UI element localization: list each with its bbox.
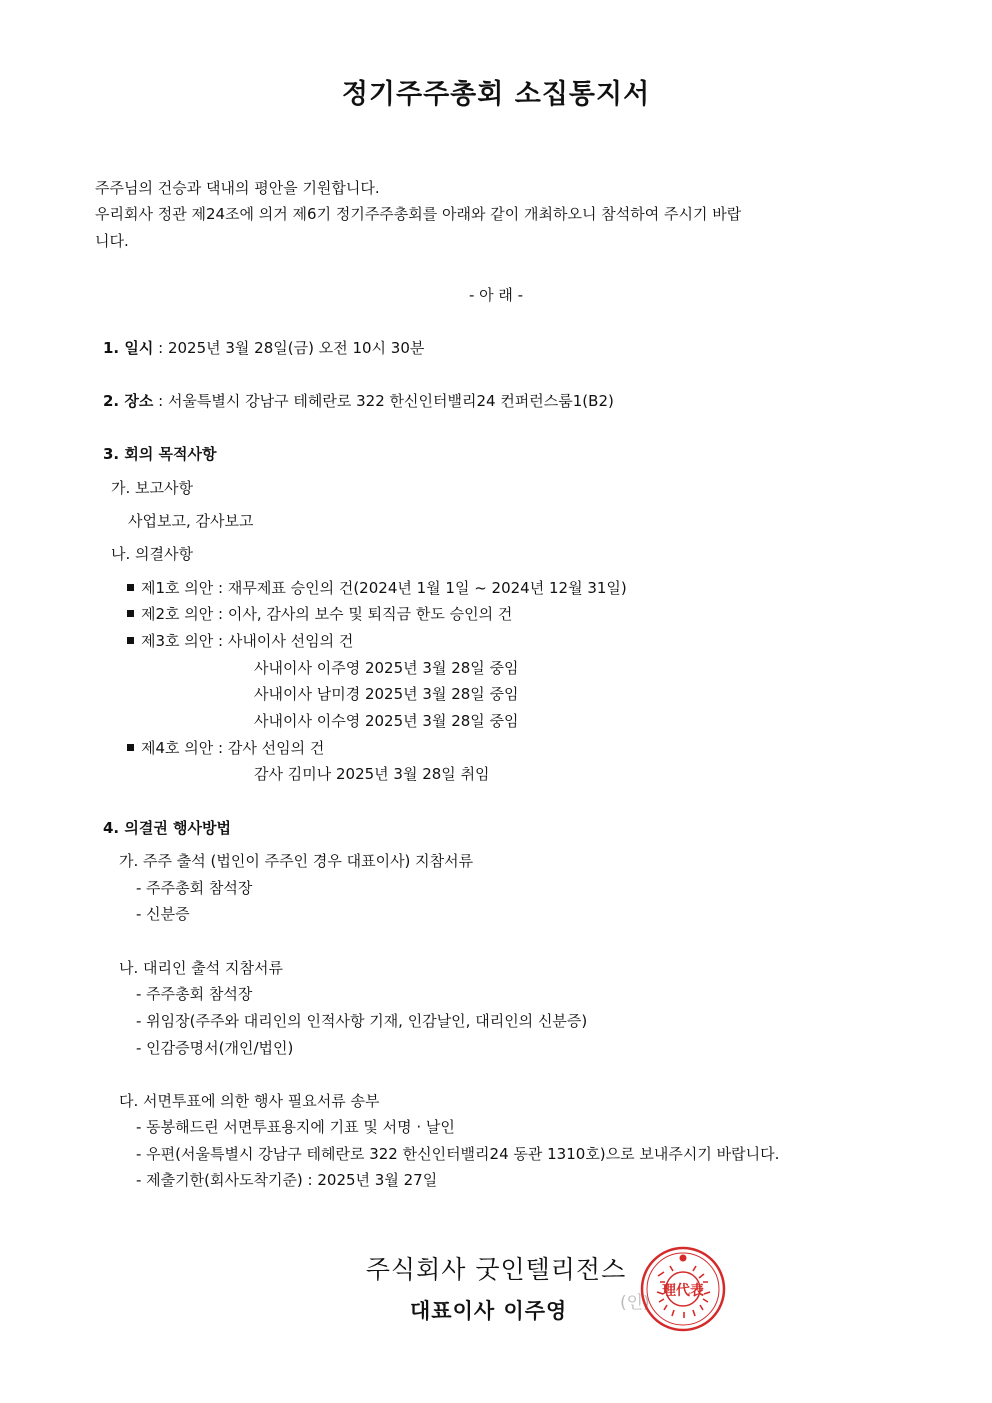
voting-section-c-item: - 동봉해드린 서면투표용지에 기표 및 서명 · 날인 [136, 1118, 455, 1136]
voting-section-c-item: - 우편(서울특별시 강남구 테헤란로 322 한신인터밸리24 동관 1310호)으로 보내주시기 바랍니다. [136, 1145, 780, 1163]
agenda-item-text: 재무제표 승인의 건(2024년 1월 1일 ~ 2024년 12월 31일) [227, 579, 627, 597]
venue-colon: : [153, 392, 168, 410]
bullet-icon [127, 744, 134, 751]
director-line-3: 사내이사 이수영 2025년 3월 28일 중임 [254, 712, 519, 730]
resolution-heading: 나. 의결사항 [111, 545, 193, 563]
meeting-venue [103, 391, 614, 411]
seal-center-text: 理代表 [662, 1283, 704, 1299]
bullet-icon [127, 637, 134, 644]
meeting-date [103, 338, 424, 358]
agenda-item-2 [127, 604, 512, 624]
seal-mark: (인) [620, 1293, 650, 1313]
director-line-1: 사내이사 이주영 2025년 3월 28일 중임 [254, 659, 519, 677]
voting-heading: 4. 의결권 행사방법 [103, 819, 232, 837]
voting-section-a-item: - 신분증 [136, 905, 190, 923]
company-name: 주식회사 굿인텔리전스 [365, 1255, 627, 1284]
date-value: 2025년 3월 28일(금) 오전 10시 30분 [167, 339, 425, 357]
voting-section-b-heading: 나. 대리인 출석 지참서류 [119, 959, 283, 977]
document-title: 정기주주총회 소집통지서 [341, 79, 651, 110]
voting-section-b-item: - 위임장(주주와 대리인의 인적사항 기재, 인감날인, 대리인의 신분증) [136, 1012, 588, 1030]
greeting-line-1: 주주님의 건승과 댁내의 평안을 기원합니다. [95, 179, 380, 197]
report-items: 사업보고, 감사보고 [128, 512, 254, 530]
voting-section-b-item: - 인감증명서(개인/법인) [136, 1039, 294, 1057]
agenda-item-text: 이사, 감사의 보수 및 퇴직금 한도 승인의 건 [227, 605, 513, 623]
agenda-item-label: 제3호 의안 [141, 632, 214, 650]
venue-label: 2. 장소 [103, 392, 154, 410]
ceo-name: 대표이사 이주영 [410, 1299, 568, 1323]
agenda-item-colon: : [213, 739, 228, 757]
agenda-item-text: 사내이사 선임의 건 [227, 632, 354, 650]
company-seal-icon [640, 1246, 726, 1332]
agenda-item-3 [127, 631, 353, 651]
agenda-item-label: 제2호 의안 [141, 605, 214, 623]
section-separator: - 아 래 - [468, 286, 524, 304]
voting-section-a-item: - 주주총회 참석장 [136, 879, 253, 897]
bullet-icon [127, 584, 134, 591]
agenda-item-1 [127, 578, 627, 598]
agenda-item-colon: : [213, 605, 228, 623]
agenda-item-text: 감사 선임의 건 [227, 739, 325, 757]
voting-section-b-item: - 주주총회 참석장 [136, 985, 253, 1003]
agenda-item-label: 제1호 의안 [141, 579, 214, 597]
voting-section-c-item: - 제출기한(회사도착기준) : 2025년 3월 27일 [136, 1171, 438, 1189]
date-label: 1. 일시 [103, 339, 154, 357]
agenda-item-colon: : [213, 632, 228, 650]
auditor-line: 감사 김미나 2025년 3월 28일 취임 [254, 765, 490, 783]
report-heading: 가. 보고사항 [111, 479, 193, 497]
seal-dot [680, 1255, 687, 1262]
agenda-heading: 3. 회의 목적사항 [103, 445, 217, 463]
agenda-item-label: 제4호 의안 [141, 739, 214, 757]
greeting-line-2: 우리회사 정관 제24조에 의거 제6기 정기주주총회를 아래와 같이 개최하오니 참석하여 주시기 바랍 [95, 205, 742, 223]
venue-value: 서울특별시 강남구 테헤란로 322 한신인터밸리24 컨퍼런스룸1(B2) [167, 392, 614, 410]
voting-section-c-heading: 다. 서면투표에 의한 행사 필요서류 송부 [119, 1092, 380, 1110]
date-colon: : [153, 339, 168, 357]
director-line-2: 사내이사 남미경 2025년 3월 28일 중임 [254, 685, 519, 703]
bullet-icon [127, 610, 134, 617]
agenda-item-colon: : [213, 579, 228, 597]
greeting-line-3: 니다. [95, 232, 129, 250]
agenda-item-4 [127, 738, 324, 758]
voting-section-a-heading: 가. 주주 출석 (법인이 주주인 경우 대표이사) 지참서류 [119, 852, 474, 870]
